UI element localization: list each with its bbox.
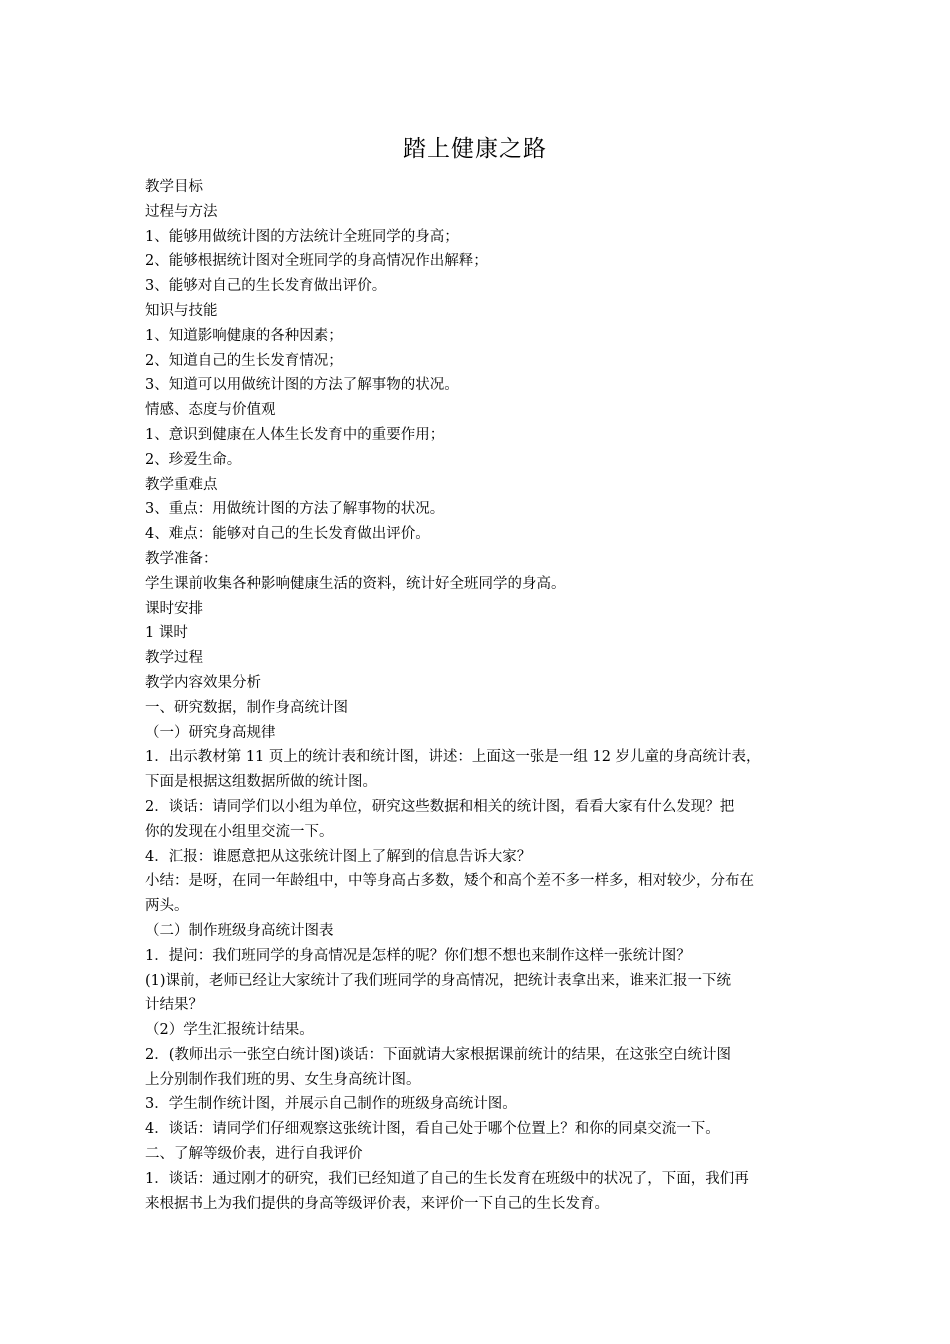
document-line: 2、知道自己的生长发育情况；: [145, 352, 343, 369]
document-line: 1、意识到健康在人体生长发育中的重要作用；: [145, 426, 445, 443]
document-line: 教学重难点: [145, 476, 218, 493]
document-line: 两头。: [145, 898, 189, 915]
document-line: （2）学生汇报统计结果。: [145, 1022, 314, 1039]
document-line: 2．(教师出示一张空白统计图)谈话：下面就请大家根据课前统计的结果，在这张空白统计图: [145, 1046, 732, 1063]
document-line: （一）研究身高规律: [145, 724, 276, 741]
document-line: （二）制作班级身高统计图表: [145, 922, 334, 939]
document-line: 下面是根据这组数据所做的统计图。: [145, 774, 377, 791]
document-line: 2．谈话：请同学们以小组为单位，研究这些数据和相关的统计图，看看大家有什么发现？把: [145, 798, 735, 815]
document-line: 二、了解等级价表，进行自我评价: [145, 1146, 363, 1163]
document-line: 2、能够根据统计图对全班同学的身高情况作出解释；: [145, 253, 488, 270]
document-line: 过程与方法: [145, 203, 218, 220]
document-line: 2、珍爱生命。: [145, 451, 242, 468]
document-line: 上分别制作我们班的男、女生身高统计图。: [145, 1071, 421, 1088]
document-line: 计结果？: [145, 997, 203, 1014]
document-line: 1．提问：我们班同学的身高情况是怎样的呢？你们想不想也来制作这样一张统计图？: [145, 947, 691, 964]
document-line: 一、研究数据，制作身高统计图: [145, 699, 348, 716]
document-line: 小结：是呀，在同一年龄组中，中等身高占多数，矮个和高个差不多一样多，相对较少，分布在: [145, 873, 754, 890]
document-line: (1)课前，老师已经让大家统计了我们班同学的身高情况，把统计表拿出来，谁来汇报一下统: [145, 972, 732, 989]
document-line: 4、难点：能够对自己的生长发育做出评价。: [145, 526, 430, 543]
document-line: 情感、态度与价值观: [145, 402, 276, 419]
document-line: 知识与技能: [145, 302, 218, 319]
document-line: 1、知道影响健康的各种因素；: [145, 327, 343, 344]
document-line: 1．谈话：通过刚才的研究，我们已经知道了自己的生长发育在班级中的状况了，下面，我们再: [145, 1170, 749, 1187]
document-line: 教学过程: [145, 650, 203, 667]
document-line: 3．学生制作统计图，并展示自己制作的班级身高统计图。: [145, 1096, 517, 1113]
document-line: 1．出示教材第 11 页上的统计表和统计图，讲述：上面这一张是一组 12 岁儿童的身高统计表，: [145, 749, 761, 766]
document-line: 课时安排: [145, 600, 203, 617]
document-line: 1、能够用做统计图的方法统计全班同学的身高；: [145, 228, 459, 245]
document-line: 教学准备：: [145, 550, 218, 567]
document-line: 3、能够对自己的生长发育做出评价。: [145, 278, 387, 295]
document-body: [145, 175, 815, 1216]
document-line: 来根据书上为我们提供的身高等级评价表，来评价一下自己的生长发育。: [145, 1195, 609, 1212]
document-title: 踏上健康之路: [403, 136, 547, 162]
document-line: 你的发现在小组里交流一下。: [145, 823, 334, 840]
document-line: 学生课前收集各种影响健康生活的资料，统计好全班同学的身高。: [145, 575, 566, 592]
document-line: 4．汇报：谁愿意把从这张统计图上了解到的信息告诉大家？: [145, 848, 532, 865]
document-line: 3、重点：用做统计图的方法了解事物的状况。: [145, 501, 445, 518]
document-line: 教学内容效果分析: [145, 674, 261, 691]
document-line: 1 课时: [145, 625, 188, 642]
document-line: 3、知道可以用做统计图的方法了解事物的状况。: [145, 377, 459, 394]
document-line: 4．谈话：请同学们仔细观察这张统计图，看自己处于哪个位置上？和你的同桌交流一下。: [145, 1121, 720, 1138]
document-line: 教学目标: [145, 179, 203, 195]
